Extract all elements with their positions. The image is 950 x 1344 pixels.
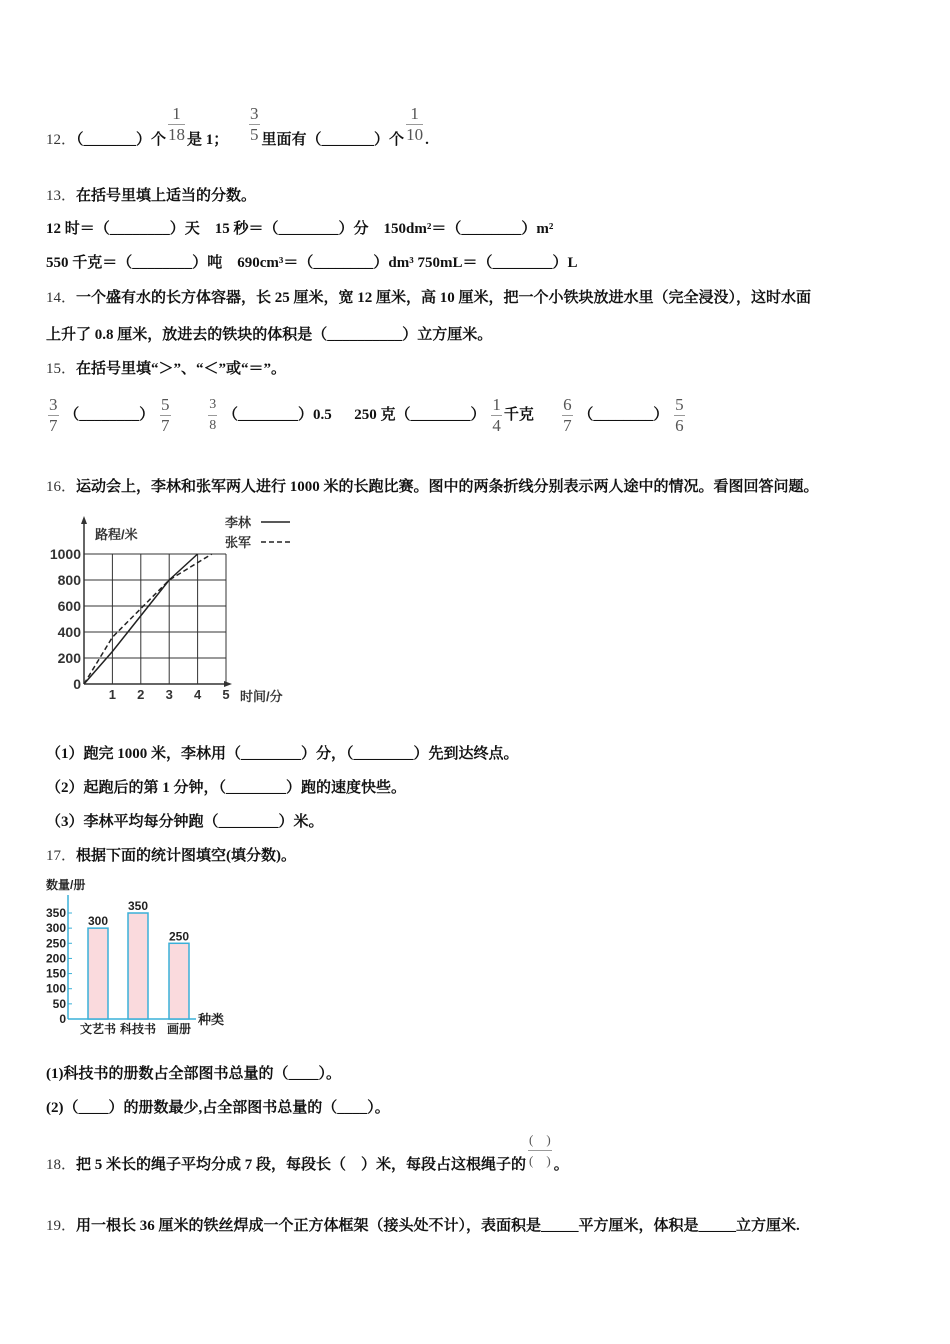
denominator: 8 — [209, 418, 217, 434]
y-tick-label: 200 — [57, 650, 81, 666]
question-18 — [46, 1130, 569, 1188]
y-axis-arrow — [81, 516, 87, 524]
q16-sub-3: （3）李林平均每分钟跑（________）米。 — [46, 814, 324, 830]
fraction — [674, 395, 685, 436]
y-tick-label: 300 — [45, 921, 66, 936]
denominator: 4 — [492, 416, 501, 436]
y-tick-label: 0 — [73, 676, 81, 692]
bar-value-label: 250 — [168, 929, 190, 944]
question-15-title — [46, 359, 286, 379]
x-tick-label: 5 — [222, 687, 230, 702]
y-tick-label: 600 — [57, 598, 81, 614]
question-12 — [46, 104, 429, 163]
q13-line-2: 550 千克＝（________）吨 690cm³＝（________）dm³ 750mL＝（________）L — [46, 255, 578, 271]
fraction — [168, 104, 185, 145]
answer-blank[interactable]: （________） — [395, 407, 486, 423]
question-14 — [46, 288, 811, 308]
answer-blank[interactable]: （________） — [64, 407, 155, 423]
question-text: 在括号里填上适当的分数。 — [76, 188, 257, 204]
q15-comparisons — [46, 392, 687, 438]
x-axis-title: 时间/分 — [240, 689, 283, 704]
y-tick-label: 800 — [57, 572, 81, 588]
y-axis-title: 路程/米 — [95, 527, 138, 542]
numerator: 3 — [49, 395, 58, 415]
legend-label: 张军 — [225, 535, 252, 550]
y-tick-label: 100 — [45, 981, 66, 996]
legend-label: 李林 — [225, 515, 252, 530]
numerator: 6 — [563, 395, 572, 415]
y-tick-label: 400 — [57, 624, 81, 640]
q16-sub-1: （1）跑完 1000 米，李林用（________）分，（________）先到达终点。 — [46, 746, 519, 762]
bar-2 — [128, 913, 148, 1019]
denominator-blank[interactable]: ( ) — [529, 1153, 551, 1168]
q17-sub-2: (2)（____）的册数最少,占全部图书总量的（____）。 — [46, 1100, 390, 1116]
question-number: 12． — [46, 132, 77, 148]
numerator: 5 — [161, 395, 170, 415]
category-label: 科技书 — [119, 1022, 157, 1036]
distance-time-line-chart — [0, 505, 320, 715]
bar-3 — [169, 943, 189, 1019]
q12-text-a: （_______）个 — [76, 132, 167, 148]
y-tick-label: 150 — [45, 966, 66, 981]
question-text: 一个盛有水的长方体容器，长 25 厘米，宽 12 厘米，高 10 厘米，把一个小铁块放进水里（完全浸没），这时水面 — [76, 290, 812, 306]
y-tick-label: 1000 — [49, 546, 81, 562]
numerator: 1 — [492, 395, 501, 415]
denominator: 7 — [161, 416, 170, 436]
x-tick-label: 1 — [108, 687, 117, 702]
book-count-bar-chart — [0, 870, 260, 1040]
numerator: 1 — [168, 104, 185, 125]
denominator: 5 — [250, 125, 259, 144]
q12-text-b: 是 1； — [187, 132, 229, 148]
y-tick-label: 50 — [52, 996, 66, 1011]
question-number: 18． — [46, 1157, 77, 1173]
x-axis-title: 种类 — [198, 1012, 225, 1027]
unit-text: 千克 — [503, 407, 534, 423]
y-tick-label: 200 — [45, 951, 66, 966]
q17-sub-1: (1)科技书的册数占全部图书总量的（____）。 — [46, 1066, 341, 1082]
y-axis-title: 数量/册 — [46, 878, 86, 892]
y-tick-label: 250 — [45, 936, 66, 951]
numerator: 5 — [675, 395, 684, 415]
question-16 — [46, 477, 819, 497]
question-number: 17． — [46, 848, 77, 864]
q16-sub-2: （2）起跑后的第 1 分钟，（________）跑的速度快些。 — [46, 780, 407, 796]
y-tick-label: 0 — [59, 1012, 66, 1026]
question-17 — [46, 846, 296, 866]
question-text: 根据下面的统计图填空(填分数)。 — [76, 848, 297, 864]
fraction-blank[interactable] — [528, 1130, 552, 1171]
bar-value-label: 300 — [87, 914, 109, 929]
question-text: 用一根长 36 厘米的铁丝焊成一个正方体框架（接头处不计），表面积是_____平方厘米，体积是_____立方厘米. — [76, 1218, 800, 1234]
bar-value-label: 350 — [127, 899, 149, 913]
question-number: 16． — [46, 479, 77, 495]
fraction — [208, 395, 217, 436]
fraction — [48, 395, 59, 436]
period: 。 — [553, 1157, 569, 1173]
y-tick-label: 350 — [45, 906, 66, 920]
x-tick-label: 4 — [193, 687, 202, 702]
q12-text-c: 里面有（_______）个 — [261, 132, 405, 148]
numerator: 3 — [250, 104, 259, 123]
numerator: 1 — [406, 104, 423, 125]
x-tick-label: 3 — [165, 687, 173, 702]
numerator: 3 — [208, 395, 217, 416]
value-text: 250 克 — [354, 407, 396, 423]
series-line-2 — [84, 554, 212, 684]
denominator: 6 — [675, 416, 684, 436]
fraction — [562, 395, 573, 436]
question-13-title — [46, 186, 256, 206]
question-number: 14． — [46, 290, 77, 306]
category-label: 文艺书 — [79, 1022, 117, 1036]
fraction — [406, 104, 423, 145]
question-text: 在括号里填“＞”、“＜”或“＝”。 — [76, 361, 287, 377]
fraction — [249, 104, 260, 145]
answer-blank[interactable]: （________） — [223, 407, 314, 423]
x-tick-label: 2 — [137, 687, 145, 702]
fraction — [160, 395, 171, 436]
denominator: 18 — [168, 125, 186, 144]
question-number: 13． — [46, 188, 77, 204]
fraction — [491, 395, 502, 436]
question-number: 15． — [46, 361, 77, 377]
answer-blank[interactable]: （________） — [578, 407, 669, 423]
denominator: 10 — [406, 125, 424, 144]
question-text: 运动会上，李林和张军两人进行 1000 米的长跑比赛。图中的两条折线分别表示两人途中的情况。看图回答问题。 — [76, 479, 819, 495]
q14-line-2: 上升了 0.8 厘米，放进去的铁块的体积是（__________）立方厘米。 — [46, 327, 493, 343]
bar-1 — [88, 928, 108, 1019]
q13-line-1: 12 时＝（________）天 15 秒＝（________）分 150dm²＝（________）m² — [46, 221, 554, 237]
q12-text-e: . — [425, 132, 429, 148]
value-text: 0.5 — [313, 407, 332, 423]
question-19 — [46, 1216, 800, 1236]
category-label: 画册 — [166, 1022, 192, 1036]
numerator-blank[interactable]: ( ) — [528, 1130, 552, 1151]
question-number: 19． — [46, 1218, 77, 1234]
denominator: 7 — [49, 416, 58, 436]
question-text: 把 5 米长的绳子平均分成 7 段，每段长（ ）米，每段占这根绳子的 — [76, 1157, 527, 1173]
denominator: 7 — [563, 416, 572, 436]
